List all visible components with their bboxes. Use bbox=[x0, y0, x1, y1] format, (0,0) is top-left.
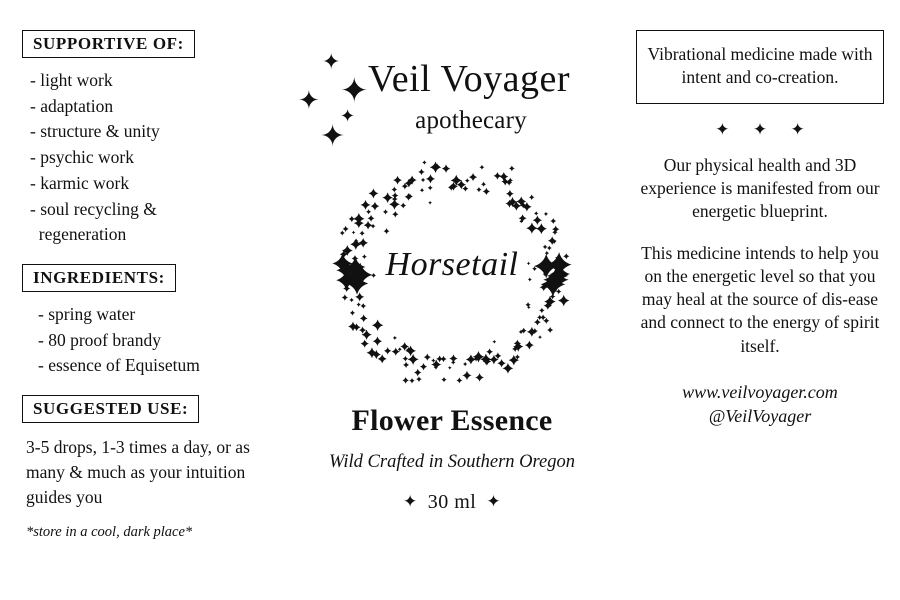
volume-value: 30 ml bbox=[427, 491, 477, 513]
paragraph-health: Our physical health and 3D experience is manifested from our energetic blueprint. bbox=[640, 154, 880, 222]
product-type: Flower Essence bbox=[351, 404, 553, 437]
brand-lockup bbox=[292, 28, 612, 154]
list-item: - structure & unity bbox=[30, 121, 160, 142]
social-handle: @VeilVoyager bbox=[708, 406, 812, 427]
ingredients-heading: INGREDIENTS: bbox=[22, 264, 176, 292]
intent-statement: Vibrational medicine made with intent and co-creation. bbox=[636, 30, 884, 104]
volume-line bbox=[292, 491, 612, 514]
sparkle-icon: ✦ bbox=[402, 492, 418, 512]
list-item: - karmic work bbox=[30, 172, 130, 193]
storage-note: *store in a cool, dark place* bbox=[26, 523, 193, 540]
sparkle-icon: ✦ bbox=[298, 86, 320, 116]
website-url: www.veilvoyager.com bbox=[682, 382, 838, 402]
suggested-use-body: 3-5 drops, 1-3 times a day, or as many & much as your intuition guides you bbox=[26, 437, 250, 507]
list-item: - 80 proof brandy bbox=[38, 329, 161, 350]
list-item: - psychic work bbox=[30, 147, 135, 168]
brand-subtitle: apothecary bbox=[415, 107, 527, 134]
craft-origin: Wild Crafted in Southern Oregon bbox=[329, 452, 575, 472]
brand-name: Veil Voyager bbox=[368, 58, 570, 100]
sparkle-wreath-icon bbox=[318, 154, 586, 392]
star-divider-icon: ✦ ✦ ✦ bbox=[715, 119, 814, 140]
sparkle-icon: ✦ bbox=[320, 119, 346, 154]
sparkle-icon: ✦ bbox=[340, 71, 369, 111]
sparkle-icon: ✦ bbox=[486, 492, 502, 512]
suggested-use-heading: SUGGESTED USE: bbox=[22, 395, 199, 423]
sparkle-icon: ✦ bbox=[340, 106, 356, 127]
list-item: - adaptation bbox=[30, 95, 114, 116]
list-item: - spring water bbox=[38, 304, 136, 325]
left-column bbox=[22, 30, 272, 541]
sparkle-icon: ✦ bbox=[322, 50, 341, 75]
right-column bbox=[636, 30, 884, 429]
center-column bbox=[292, 28, 612, 514]
list-item: - essence of Equisetum bbox=[38, 355, 200, 376]
website-block bbox=[636, 380, 884, 429]
list-item: - soul recycling & bbox=[30, 198, 157, 219]
list-item: - light work bbox=[30, 70, 113, 90]
ingredients-list bbox=[22, 302, 272, 379]
paragraph-medicine: This medicine intends to help you on the energetic level so that you may heal at the source of dis-ease and connect to the energy of spirit itself. bbox=[640, 242, 880, 356]
supportive-of-heading: SUPPORTIVE OF: bbox=[22, 30, 195, 58]
supportive-of-list bbox=[22, 68, 272, 248]
list-item: regeneration bbox=[30, 224, 127, 245]
plant-name: Horsetail bbox=[385, 246, 519, 283]
